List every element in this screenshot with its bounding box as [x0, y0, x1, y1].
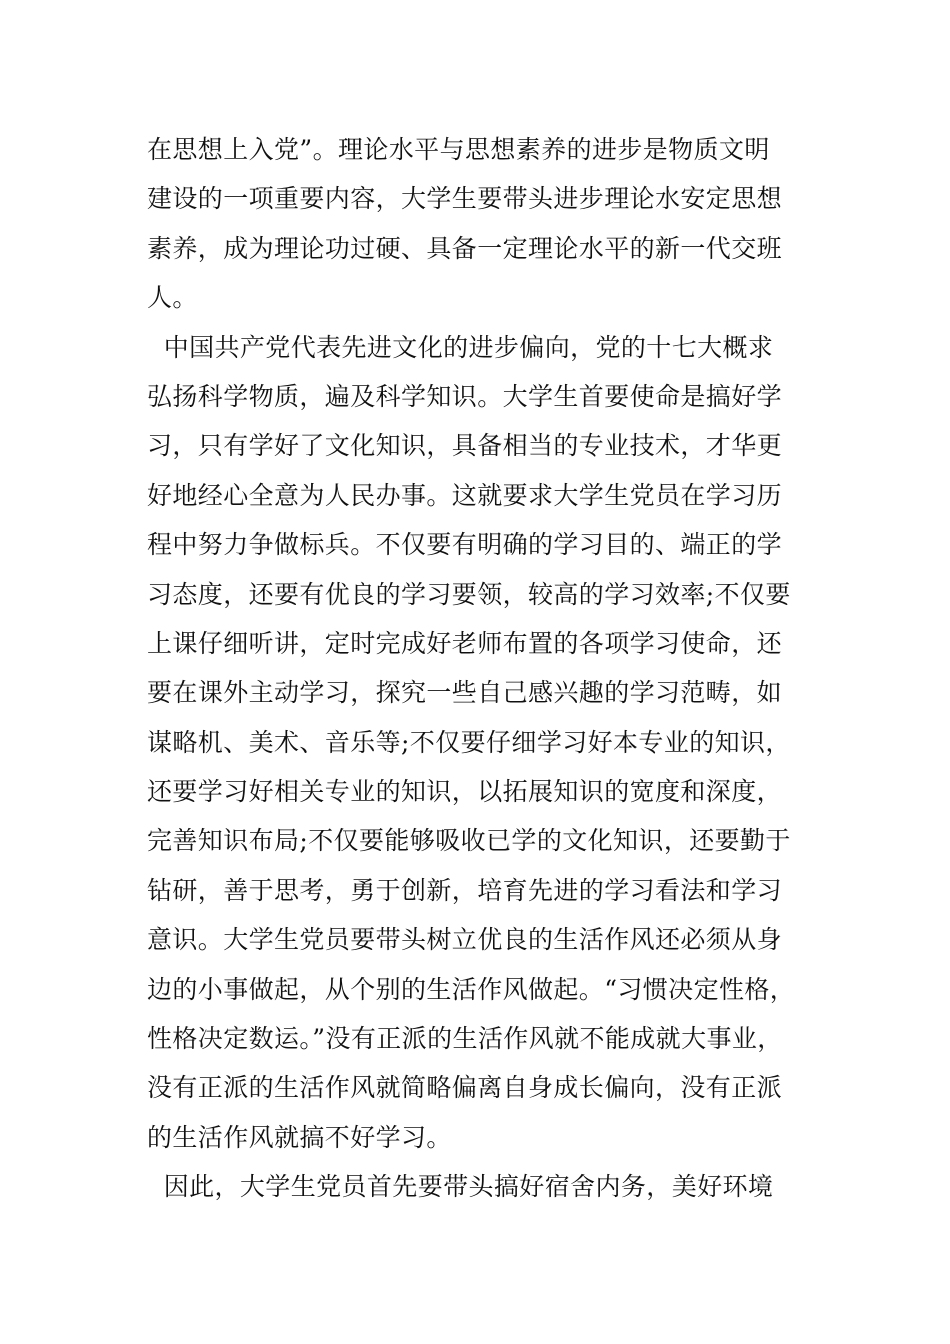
text-line: 意识。大学生党员要带头树立优良的生活作风还必须从身: [147, 925, 783, 955]
text-line: 没有正派的生活作风就简略偏离自身成长偏向，没有正派: [147, 1073, 783, 1103]
text-line: 弘扬科学物质，遍及科学知识。大学生首要使命是搞好学: [147, 381, 783, 411]
body-text: [147, 125, 807, 1212]
text-line: 好地经心全意为人民办事。这就要求大学生党员在学习历: [147, 480, 783, 510]
text-line: 还要学习好相关专业的知识，以拓展知识的宽度和深度，: [147, 777, 783, 807]
text-line: 习态度，还要有优良的学习要领，较高的学习效率;不仅要: [147, 579, 791, 609]
text-line: 完善知识布局;不仅要能够吸收已学的文化知识，还要勤于: [147, 826, 791, 856]
text-line: 谋略机、美术、音乐等;不仅要仔细学习好本专业的知识，: [147, 727, 791, 757]
text-line: 要在课外主动学习，探究一些自己感兴趣的学习范畴，如: [147, 678, 783, 708]
text-line: 在思想上入党”。理论水平与思想素养的进步是物质文明: [147, 135, 770, 164]
text-line: 习，只有学好了文化知识，具备相当的专业技术，才华更: [147, 431, 783, 461]
text-line: 因此，大学生党员首先要带头搞好宿舍内务，美好环境: [147, 1172, 774, 1202]
text-line: 人。: [147, 283, 198, 313]
text-line: 上课仔细听讲，定时完成好老师布置的各项学习使命，还: [147, 628, 783, 658]
text-line: 程中努力争做标兵。不仅要有明确的学习目的、端正的学: [147, 530, 783, 560]
text-line: 素养，成为理论功过硬、具备一定理论水平的新一代交班: [147, 233, 783, 263]
text-line: 性格决定数运。”没有正派的生活作风就不能成就大事业，: [147, 1024, 783, 1054]
text-line: 钻研，善于思考，勇于创新，培育先进的学习看法和学习: [147, 875, 783, 905]
text-line: 中国共产党代表先进文化的进步偏向，党的十七大概求: [147, 332, 774, 362]
text-line: 建设的一项重要内容，大学生要带头进步理论水安定思想: [147, 184, 783, 214]
text-line: 边的小事做起，从个别的生活作风做起。“习惯决定性格，: [147, 974, 796, 1004]
text-line: 的生活作风就搞不好学习。: [147, 1122, 452, 1152]
